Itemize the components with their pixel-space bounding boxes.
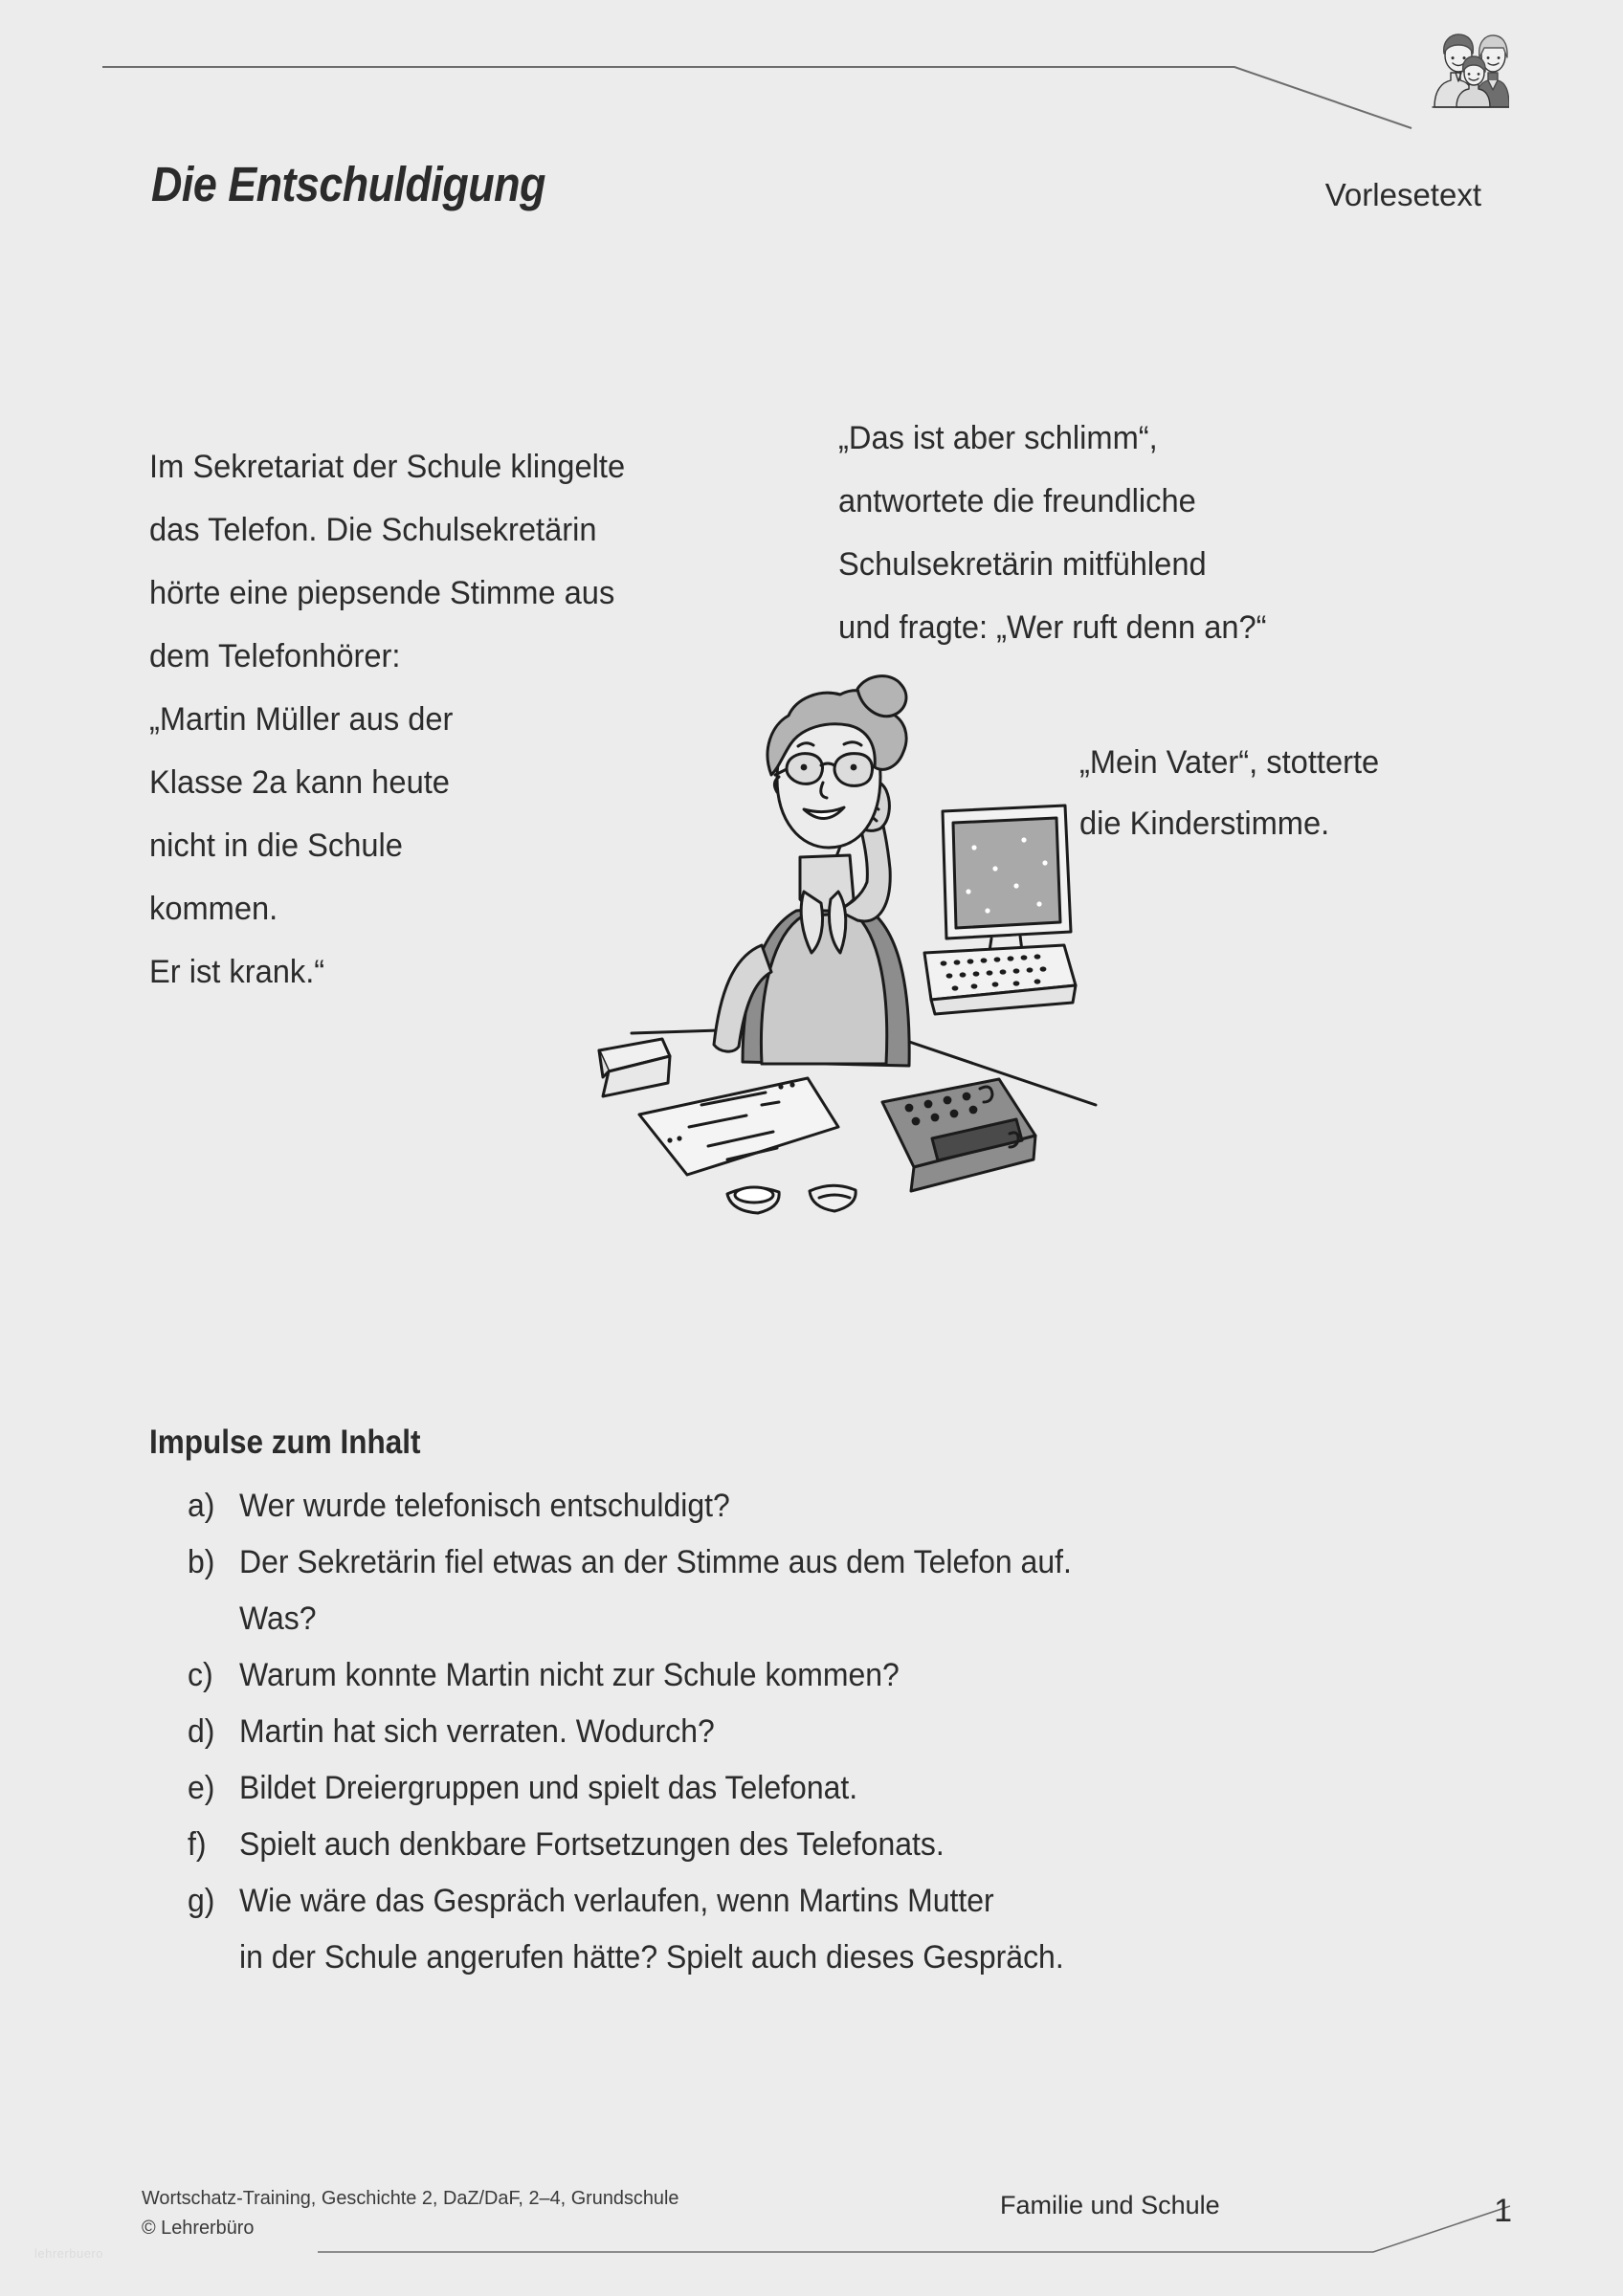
story-line: „Mein Vater“, stotterte [1079, 744, 1380, 781]
story-line: hörte eine piepsende Stimme aus [149, 575, 615, 611]
story-line: Er ist krank.“ [149, 954, 325, 990]
list-item-line: Der Sekretärin fiel etwas an der Stimme aus dem Telefon auf. [239, 1544, 1072, 1580]
story-line: antwortete die freundliche [838, 483, 1196, 519]
list-item-text: Bildet Dreiergruppen und spielt das Telefonat. [239, 1770, 858, 1806]
header-rule [0, 0, 1623, 153]
footer-topic: Familie und Schule [1000, 2191, 1220, 2219]
story-text-right-bottom [1079, 732, 1511, 854]
family-icon [1421, 27, 1509, 109]
list-item [188, 1873, 1470, 1986]
list-item-text [239, 1873, 1396, 1986]
story-line: das Telefon. Die Schulsekretärin [149, 512, 597, 548]
page-number: 1 [1494, 2193, 1512, 2229]
footer-source-line: © Lehrerbüro [142, 2217, 255, 2239]
story-line: Klasse 2a kann heute [149, 764, 450, 801]
list-item-text: Warum konnte Martin nicht zur Schule kommen? [239, 1657, 900, 1693]
school-secretary-on-phone-illustration [574, 670, 1110, 1215]
list-item-marker: b) [188, 1544, 215, 1580]
story-line: die Kinderstimme. [1079, 806, 1330, 842]
list-item-marker: f) [188, 1826, 207, 1863]
story-line: „Das ist aber schlimm“, [838, 420, 1158, 456]
list-item-marker: e) [188, 1770, 215, 1806]
page-title: Die Entschuldigung [151, 157, 545, 211]
list-item [188, 1760, 1470, 1817]
list-item-marker: g) [188, 1883, 215, 1919]
story-line: dem Telefonhörer: [149, 638, 401, 674]
watermark: lehrerbuero [34, 2246, 103, 2261]
list-item [188, 1534, 1470, 1647]
list-item-line: in der Schule angerufen hätte? Spielt auch dieses Gespräch. [239, 1939, 1064, 1976]
list-item-marker: a) [188, 1488, 215, 1524]
list-item-text: Wer wurde telefonisch entschuldigt? [239, 1488, 730, 1524]
list-item-line: Wie wäre das Gespräch verlaufen, wenn Martins Mutter [239, 1883, 994, 1919]
footer-source-line: Wortschatz-Training, Geschichte 2, DaZ/DaF, 2–4, Grundschule [142, 2187, 679, 2209]
list-item [188, 1478, 1470, 1534]
list-item-text: Spielt auch denkbare Fortsetzungen des Telefonats. [239, 1826, 945, 1863]
footer-source [142, 2183, 678, 2242]
list-item-text [239, 1534, 1396, 1647]
list-item [188, 1704, 1470, 1760]
impulse-list [188, 1478, 1470, 1986]
story-line: nicht in die Schule [149, 828, 403, 864]
list-item-line: Was? [239, 1601, 317, 1637]
list-item-marker: d) [188, 1713, 215, 1750]
story-line: und fragte: „Wer ruft denn an?“ [838, 609, 1267, 646]
list-item-text: Martin hat sich verraten. Wodurch? [239, 1713, 715, 1750]
story-line: „Martin Müller aus der [149, 701, 454, 738]
story-line: Schulsekretärin mitfühlend [838, 546, 1207, 583]
story-text-right-top [838, 407, 1481, 659]
list-item [188, 1647, 1470, 1704]
impulse-heading: Impulse zum Inhalt [149, 1424, 421, 1461]
list-item [188, 1817, 1470, 1873]
story-line: kommen. [149, 891, 278, 927]
document-kind-label: Vorlesetext [1324, 177, 1481, 212]
list-item-marker: c) [188, 1657, 213, 1693]
story-line: Im Sekretariat der Schule klingelte [149, 449, 626, 485]
